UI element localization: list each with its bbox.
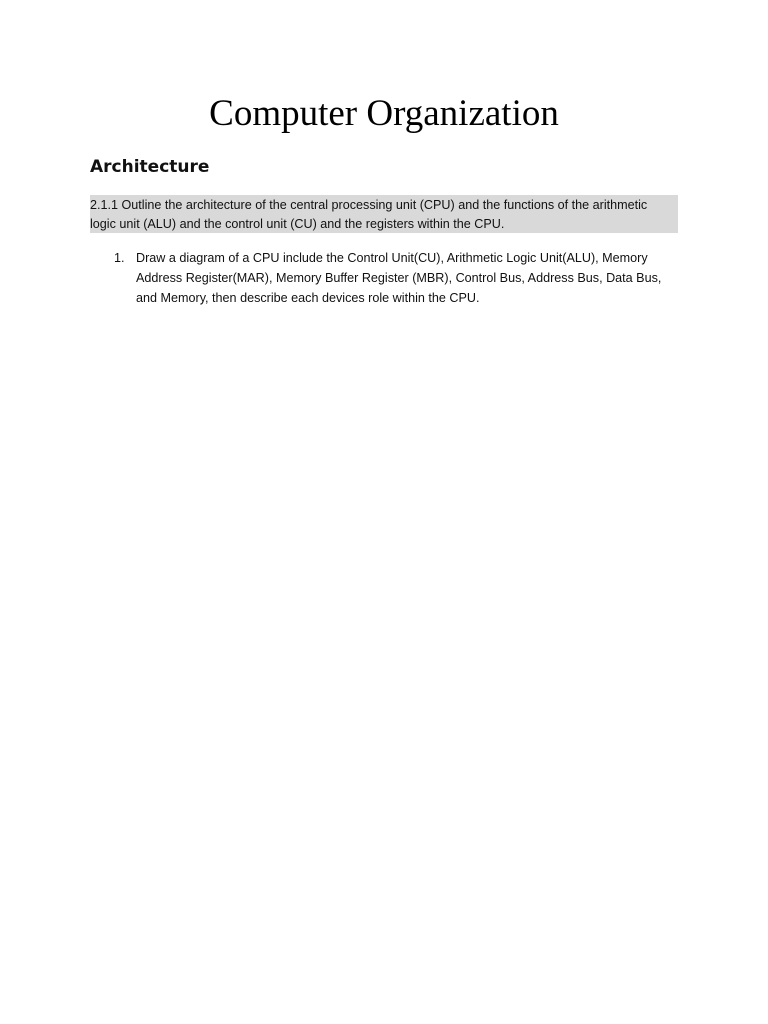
objective-highlight-block: [90, 195, 678, 233]
list-item-text-line-3: and Memory, then describe each devices role within the CPU.: [136, 291, 480, 305]
section-heading-architecture: Architecture: [90, 157, 210, 177]
list-item-text-line-1: Draw a diagram of a CPU include the Control Unit(CU), Arithmetic Logic Unit(ALU), Memory: [136, 251, 648, 265]
task-list: [90, 248, 690, 318]
document-title: Computer Organization: [209, 93, 559, 134]
objective-text-line-1: 2.1.1 Outline the architecture of the central processing unit (CPU) and the functions of the arithmetic: [90, 198, 648, 212]
list-item-number: 1.: [114, 251, 125, 265]
objective-text-line-2: logic unit (ALU) and the control unit (CU) and the registers within the CPU.: [90, 217, 505, 231]
list-item-text-line-2: Address Register(MAR), Memory Buffer Register (MBR), Control Bus, Address Bus, Data Bus,: [136, 271, 662, 285]
